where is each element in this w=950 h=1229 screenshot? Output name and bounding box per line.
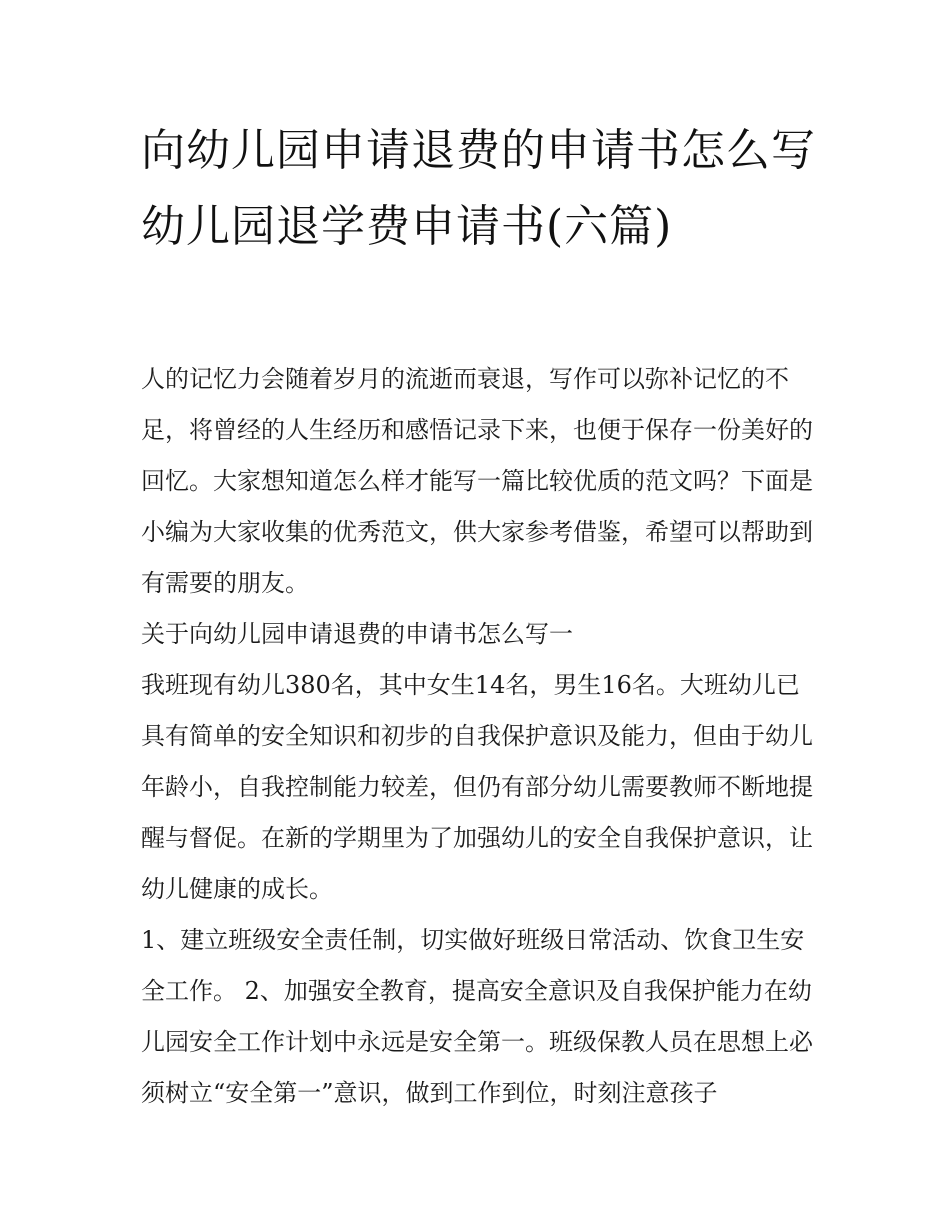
document-title: 向幼儿园申请退费的申请书怎么写 幼儿园退学费申请书(六篇) [141, 125, 816, 252]
body-paragraph: 我班现有幼儿380名，其中女生14名，男生16名。大班幼儿已具有简单的安全知识和初步的自我保护意识及能力，但由于幼儿年龄小，自我控制能力较差，但仍有部分幼儿需要教师不断地提醒与督促。在新的学期里为了加强幼儿的安全自我保护意识，让幼儿健康的成长。 [141, 671, 813, 903]
document-body [141, 354, 821, 1119]
intro-paragraph: 人的记忆力会随着岁月的流逝而衰退，写作可以弥补记忆的不足，将曾经的人生经历和感悟记录下来，也便于保存一份美好的回忆。大家想知道怎么样才能写一篇比较优质的范文吗？下面是小编为大家收集的优秀范文，供大家参考借鉴，希望可以帮助到有需要的朋友。 [141, 365, 813, 597]
section-heading: 关于向幼儿园申请退费的申请书怎么写一 [141, 620, 573, 648]
body-paragraph: 1、建立班级安全责任制，切实做好班级日常活动、饮食卫生安全工作。 2、加强安全教育，提高安全意识及自我保护能力在幼儿园安全工作计划中永远是安全第一。班级保教人员在思想上必须树立“安全第一”意识，做到工作到位，时刻注意孩子 [141, 926, 813, 1107]
